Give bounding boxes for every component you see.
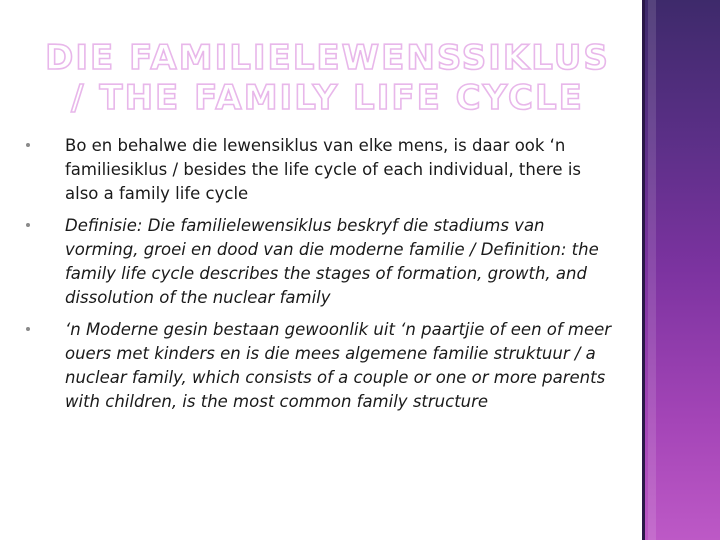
bullet-text: Definisie: Die familielewensiklus beskryf die stadiums van vorming, groei en dood van die moderne familie / Definition: the family life cycle describes the stages of formation, growth, and dissolution of the nuclear family: [65, 216, 599, 307]
bullet-item: [22, 214, 612, 310]
slide-title: DIE FAMILIELEWENSSIKLUS / THE FAMILY LIFE CYCLE: [45, 38, 610, 118]
bullet-dot-icon: [26, 143, 30, 147]
side-panel-edge: [642, 0, 645, 540]
bullet-dot-icon: [26, 223, 30, 227]
bullet-text: Bo en behalwe die lewensiklus van elke mens, is daar ook ‘n familiesiklus / besides the life cycle of each individual, there is also a family life cycle: [65, 136, 582, 203]
bullet-text: ‘n Moderne gesin bestaan gewoonlik uit ‘n paartjie of een of meer ouers met kinders en is die mees algemene familie struktuur / a nuclear family, which consists of a couple or one or more parents with children, is the most common family structure: [65, 320, 612, 411]
bullet-item: [22, 134, 612, 206]
bullet-list: [22, 134, 612, 422]
bullet-item: [22, 318, 612, 414]
side-panel-stripe: [648, 0, 656, 540]
bullet-dot-icon: [26, 327, 30, 331]
